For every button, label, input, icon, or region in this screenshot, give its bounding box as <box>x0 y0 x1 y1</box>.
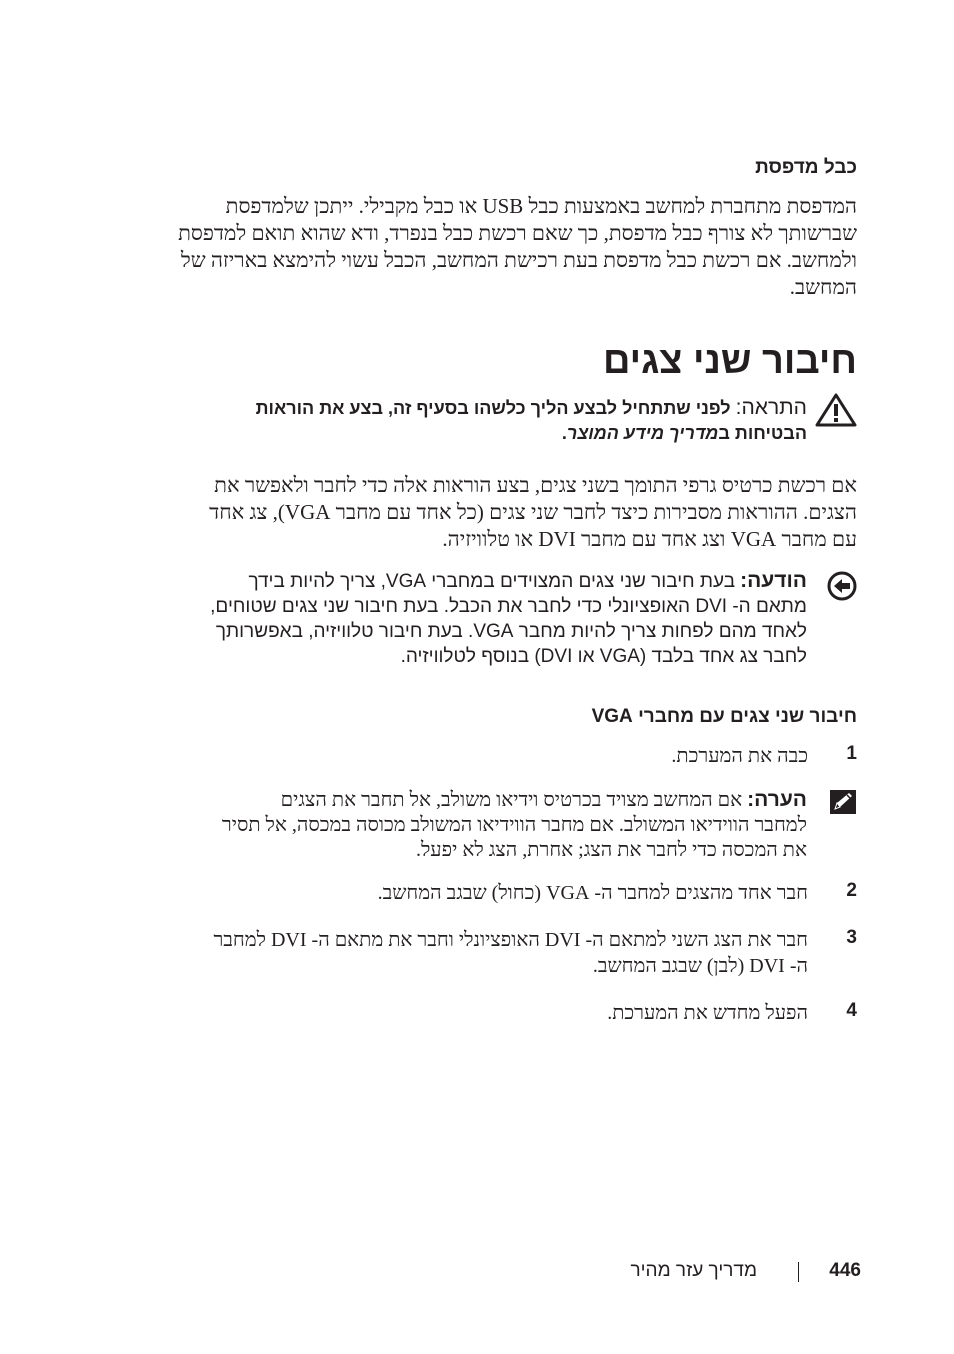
page-title: חיבור שני צגים <box>603 340 857 382</box>
notice-label: הודעה: <box>740 569 807 592</box>
note-pencil-icon <box>829 789 857 820</box>
notice-line: לאחד מהם לפחות צריך להיות מחבר VGA. בעת חיבור טלוויזיה, באפשרותך <box>215 621 807 642</box>
page-footer <box>601 1260 861 1288</box>
caution-callout <box>97 393 857 453</box>
step-text: הפעל מחדש את המערכת. <box>607 1002 808 1024</box>
step-number: 2 <box>846 880 857 901</box>
paragraph-line: עם מחבר VGA וצג אחד עם מחבר DVI או טלוויזיה. <box>442 527 857 551</box>
notice-callout <box>97 568 857 678</box>
product-info-guide-title: מדריך מידע המוצר <box>566 423 719 443</box>
note-line-1: אם המחשב מצויד בכרטיס וידיאו משולב, אל תחבר את הצגים <box>280 789 743 811</box>
page-number: 446 <box>829 1260 861 1281</box>
paragraph-line: ולמחשב. אם רכשת כבל מדפסת בעת רכישת המחשב, הכבל עשוי להימצא באריזה של <box>180 248 857 272</box>
footer-title: מדריך עזר מהיר <box>630 1260 757 1281</box>
paragraph-line: אם רכשת כרטיס גרפי התומך בשני צגים, בצע הוראות אלה כדי לחבר ולאפשר את <box>214 473 857 497</box>
notice-circle-icon <box>827 571 857 606</box>
caution-line-2-end: . <box>561 423 567 443</box>
step-text: חבר אחד מהצגים למחבר ה- VGA (כחול) שבגב המחשב. <box>377 882 808 904</box>
step-item <box>97 743 857 773</box>
step-item <box>97 880 857 910</box>
notice-line: מתאם ה- DVI האופציונלי כדי לחבר את הכבל. בעת חיבור שני צגים שטוחים, <box>210 596 807 617</box>
paragraph-line: המדפסת מתחברת למחשב באמצעות כבל USB או כבל מקבילי. ייתכן שלמדפסת <box>225 194 857 218</box>
note-line <box>107 787 807 813</box>
caution-line <box>107 395 807 421</box>
step-line: ה- DVI (לבן) שבגב המחשב. <box>592 955 808 977</box>
notice-line: לחבר צג אחד בלבד (VGA או DVI) בנוסף לטלוויזיה. <box>400 646 807 667</box>
notice-text <box>107 568 807 669</box>
footer-divider <box>798 1262 799 1282</box>
step-line: חבר את הצג השני למתאם ה- DVI האופציונלי וחבר את מתאם ה- DVI למחבר <box>213 929 808 951</box>
paragraph-line: הצגים. ההוראות מסבירות כיצד לחבר שני צגים (כל אחד עם מחבר VGA), צג אחד <box>209 500 857 524</box>
printer-cable-heading: כבל מדפסת <box>755 157 857 178</box>
notice-line-1: בעת חיבור שני צגים המצוידים במחברי VGA, צריך להיות בידך <box>248 571 736 592</box>
note-label: הערה: <box>747 788 807 811</box>
warning-triangle-icon <box>815 393 857 432</box>
note-line: למחבר הווידיאו המשולב. אם מחבר הווידיאו המשולב מכוסה במכסה, אל תסיר <box>221 814 807 836</box>
step-number: 3 <box>846 927 857 948</box>
note-line: את המכסה כדי לחבר את הצג; אחרת, הצג לא יפעל. <box>415 839 807 861</box>
step-item <box>97 1000 857 1030</box>
step-text: כבה את המערכת. <box>671 745 808 767</box>
step-number: 1 <box>846 743 857 764</box>
step-item <box>97 927 857 983</box>
step-text <box>88 927 808 979</box>
step-number: 4 <box>846 1000 857 1021</box>
notice-line <box>107 568 807 594</box>
caution-label: התראה: <box>735 396 807 419</box>
note-text <box>107 787 807 863</box>
paragraph-line: המחשב. <box>789 275 857 299</box>
paragraph-line: שברשותך לא צורף כבל מדפסת, כך שאם רכשת כבל בנפרד, ודא שהוא תואם למדפסת <box>178 221 857 245</box>
caution-text <box>107 395 807 446</box>
note-callout <box>97 787 857 867</box>
vga-section-heading: חיבור שני צגים עם מחברי VGA <box>591 706 857 727</box>
printer-cable-paragraph <box>97 193 857 301</box>
intro-paragraph <box>97 472 857 553</box>
caution-line-1: לפני שתתחיל לבצע הליך כלשהו בסעיף זה, בצע את הוראות <box>255 398 731 418</box>
caution-line-2: הבטיחות ב <box>718 423 807 443</box>
caution-line <box>107 421 807 446</box>
